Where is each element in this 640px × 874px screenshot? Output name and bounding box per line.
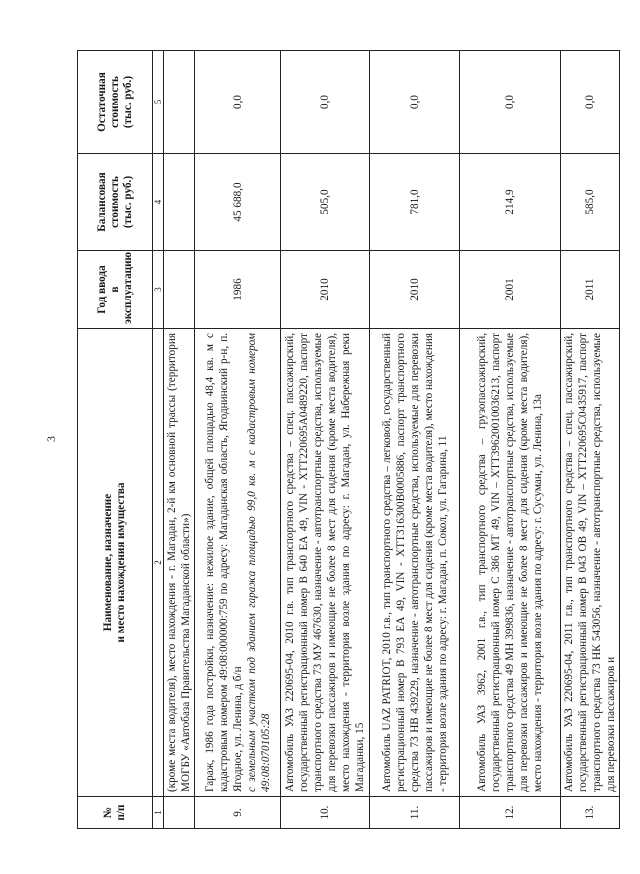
page-number: 3 <box>44 436 58 442</box>
row-residual <box>164 51 195 154</box>
row-description-text: Автомобиль UAZ PATRIOT, 2010 г.в., тип транспортного средства – легковой, государственный регистрационный номер В 793 ЕА 49, VIN - XTT316300B0005886, паспорт транспортного средства 73 НВ 439229, назначение - автотранспортные средства, используемые для перевозки пассажиров и имеющие не более 8 мест для сидения (кроме места водителя), место нахождения - территория возле здания по адресу: г. Магадан, п. Сокол, ул. Гагарина, 11 <box>380 333 449 792</box>
column-index-row <box>153 51 164 829</box>
table-row <box>561 51 620 829</box>
row-number: 12. <box>460 797 561 829</box>
row-description <box>164 329 195 797</box>
column-index-cell: 1 <box>153 797 164 829</box>
row-description-text: Автомобиль УАЗ 3962, 2001 г.в., тип транспортного средства – грузопассажирский, государственный регистрационный номер С 386 МТ 49, VIN – XTT39620010036213, паспорт транспортного средства 49 МН 399836, назначение - автотранспортные средства, используемые для перевозки пассажиров и имеющие не более 8 мест для сидения (кроме места водителя), место нахождения - территория возле здания по адресу: г. Сусуман, ул. Ленина, 13а <box>476 333 544 792</box>
column-index-cell: 4 <box>153 154 164 251</box>
row-number: 10. <box>281 797 370 829</box>
column-index-cell: 5 <box>153 51 164 154</box>
row-residual: 0,0 <box>460 51 561 154</box>
row-description <box>281 329 370 797</box>
table-row <box>281 51 370 829</box>
row-balance: 214,9 <box>460 154 561 251</box>
row-balance: 45 688,0 <box>195 154 281 251</box>
row-balance: 585,0 <box>561 154 620 251</box>
row-year: 1986 <box>195 251 281 329</box>
row-description <box>370 329 460 797</box>
table-row <box>195 51 281 829</box>
row-residual: 0,0 <box>370 51 460 154</box>
row-balance: 505,0 <box>281 154 370 251</box>
row-description <box>561 329 620 797</box>
row-year: 2001 <box>460 251 561 329</box>
row-description <box>195 329 281 797</box>
rotated-page-content <box>34 29 634 849</box>
header-row <box>78 51 153 829</box>
table-row <box>164 51 195 829</box>
column-index-cell: 3 <box>153 251 164 329</box>
row-number: 13. <box>561 797 620 829</box>
row-year <box>164 251 195 329</box>
row-residual: 0,0 <box>195 51 281 154</box>
header-residual: Остаточная стоимость (тыс. руб.) <box>78 51 153 154</box>
row-description-text: Автомобиль УАЗ 220695-04, 2011 г.в., тип транспортного средства – спец. пассажирский, государственный регистрационный номер В 043 ОВ 49, VIN – XTT220695C0435917, паспорт транспортного средства 73 НК 543056, назначение - автотранспортные средства, используемые для перевозки пассажиров и <box>563 333 617 792</box>
property-table <box>77 50 620 829</box>
row-residual: 0,0 <box>561 51 620 154</box>
row-description-text: Гараж, 1986 года постройки, назначение: нежилое здание, общей площадью 48,4 кв. м с кадастровым номером 49:08:000000:759 по адресу: Магаданская область, Ягоднинский р-н, п. Ягодное, ул. Ленина, д б/н <box>203 333 244 792</box>
row-description-text: Автомобиль УАЗ 220695-04, 2010 г.в. тип транспортного средства – спец. пассажирский, государственный регистрационный номер В 640 ЕА 49, VIN - XTT220695A0489220, паспорт транспортного средства 73 МУ 467630, назначение - автотранспортные средства, используемые для перевозки пассажиров и имеющие не более 8 мест для сидения (кроме места водителя), место нахождения - территория возле здания по адресу: г. Магадан, ул. Набережная реки Магаданки, 15 <box>284 333 366 792</box>
header-year: Год ввода в эксплуатацию <box>78 251 153 329</box>
column-index-cell: 2 <box>153 329 164 797</box>
row-description-text: (кроме места водителя), место нахождения - г. Магадан, 2-й км основной трассы (территория МОГБУ «Автобаза Правительства Магаданской области») <box>166 333 192 792</box>
row-residual: 0,0 <box>281 51 370 154</box>
row-number: 9. <box>195 797 281 829</box>
row-number <box>164 797 195 829</box>
row-balance <box>164 154 195 251</box>
row-description <box>460 329 561 797</box>
table-row <box>460 51 561 829</box>
row-year: 2010 <box>370 251 460 329</box>
header-name: Наименование, назначение и место нахождения имущества <box>78 329 153 797</box>
row-year: 2011 <box>561 251 620 329</box>
header-balance: Балансовая стоимость (тыс. руб.) <box>78 154 153 251</box>
row-description-note: с земельным участком под зданием гаража площадью 99,0 кв. м с кадастровым номером 49:08:070105:28 <box>245 333 272 792</box>
row-balance: 781,0 <box>370 154 460 251</box>
header-num: № п/п <box>78 797 153 829</box>
row-number: 11. <box>370 797 460 829</box>
row-year: 2010 <box>281 251 370 329</box>
table-row <box>370 51 460 829</box>
